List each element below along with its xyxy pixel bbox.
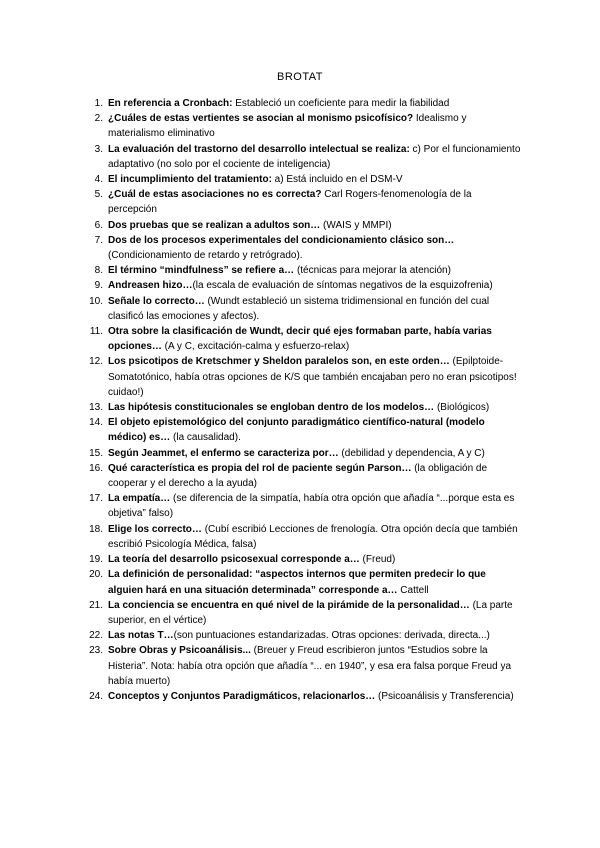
item-question: Otra sobre la clasificación de Wundt, decir qué ejes formaban parte, había varias opciones… bbox=[108, 326, 492, 353]
list-item bbox=[87, 294, 523, 324]
list-item bbox=[87, 567, 523, 597]
list-item bbox=[87, 233, 523, 263]
list-item bbox=[87, 491, 523, 521]
item-question: El objeto epistemológico del conjunto paradigmático científico-natural (modelo médico) es… bbox=[108, 417, 485, 444]
item-number: 20. bbox=[89, 569, 103, 581]
item-number: 19. bbox=[89, 554, 103, 566]
item-number: 18. bbox=[89, 523, 103, 535]
item-question: Según Jeammet, el enfermo se caracteriza por… bbox=[108, 447, 339, 459]
item-question: La teoría del desarrollo psicosexual corresponde a… bbox=[108, 554, 360, 566]
item-number: 17. bbox=[89, 493, 103, 505]
item-number: 8. bbox=[94, 265, 103, 277]
item-answer: Estableció un coeficiente para medir la fiabilidad bbox=[232, 98, 450, 109]
item-answer: (técnicas para mejorar la atención) bbox=[294, 265, 451, 277]
item-answer: c) Por el funcionamiento adaptativo (no solo por el cociente de inteligencia) bbox=[108, 143, 521, 170]
list-item bbox=[87, 278, 523, 293]
item-answer: (Freud) bbox=[359, 554, 396, 566]
item-question: Los psicotipos de Kretschmer y Sheldon paralelos son, en este orden… bbox=[108, 356, 450, 368]
list-item bbox=[87, 218, 523, 233]
item-question: Elige los correcto… bbox=[108, 523, 202, 535]
item-number: 24. bbox=[89, 690, 103, 702]
document-title: BROTAT bbox=[277, 71, 323, 83]
item-number: 5. bbox=[94, 189, 103, 201]
item-answer: (debilidad y dependencia, A y C) bbox=[338, 447, 485, 459]
list-item bbox=[87, 643, 523, 689]
item-number: 15. bbox=[89, 447, 103, 459]
list-item bbox=[87, 111, 523, 141]
item-number: 14. bbox=[89, 417, 103, 429]
item-question: Dos de los procesos experimentales del condicionamiento clásico son… bbox=[108, 234, 455, 246]
list-item bbox=[87, 354, 523, 400]
list-item bbox=[87, 96, 523, 111]
item-question: El incumplimiento del tratamiento: bbox=[108, 174, 272, 186]
item-question: ¿Cuáles de estas vertientes se asocian al monismo psicofísico? bbox=[108, 113, 414, 125]
item-answer: Carl Rogers-fenomenología de la percepción bbox=[108, 189, 472, 216]
item-number: 1. bbox=[94, 98, 103, 109]
item-answer: Cattell bbox=[397, 584, 429, 596]
item-answer: (se diferencia de la simpatía, había otra opción que añadía “...porque esta es objetiva” falso) bbox=[108, 493, 515, 520]
item-answer: (Breuer y Freud escribieron juntos “Estudios sobre la Histeria”. Nota: había otra opción que añadía “... en 1940”, y esa era falsa porque Freud ya había muerto) bbox=[108, 645, 512, 687]
item-question: En referencia a Cronbach: bbox=[108, 98, 233, 109]
list-item bbox=[87, 552, 523, 567]
item-answer: a) Está incluido en el DSM-V bbox=[271, 174, 403, 186]
item-question: Dos pruebas que se realizan a adultos son… bbox=[108, 219, 321, 231]
item-number: 11. bbox=[89, 326, 103, 338]
item-answer: (la obligación de cooperar y el derecho a la ayuda) bbox=[108, 462, 488, 490]
list-item bbox=[87, 263, 523, 278]
item-number: 6. bbox=[94, 219, 103, 231]
list-item bbox=[87, 522, 523, 552]
item-answer: (la causalidad). bbox=[170, 432, 241, 444]
item-question: El término “mindfulness” se refiere a… bbox=[108, 265, 295, 277]
item-question: Las hipótesis constitucionales se engloban dentro de los modelos… bbox=[108, 402, 435, 414]
item-answer: (Wundt estableció un sistema tridimensional en función del cual clasificó las emociones y afectos). bbox=[108, 295, 490, 322]
item-question: Señale lo correcto… bbox=[108, 295, 205, 307]
list-item bbox=[87, 598, 523, 628]
item-question: Andreasen hizo… bbox=[108, 280, 193, 292]
item-answer: (Cubí escribió Lecciones de frenología. Otra opción decía que también escribió Psicología Médica, falsa) bbox=[108, 523, 518, 550]
item-number: 12. bbox=[89, 356, 103, 368]
item-question: La conciencia se encuentra en qué nivel de la pirámide de la personalidad… bbox=[108, 599, 470, 611]
item-answer: (Psicoanálisis y Transferencia) bbox=[375, 690, 514, 702]
item-question: La definición de personalidad: “aspectos internos que permiten predecir lo que alguien hará en una situación determinada” corresponde a… bbox=[108, 569, 486, 596]
item-number: 10. bbox=[89, 295, 103, 307]
list-item bbox=[87, 689, 523, 704]
question-list bbox=[87, 96, 523, 704]
item-number: 4. bbox=[94, 174, 103, 186]
item-question: Qué característica es propia del rol de paciente según Parson… bbox=[108, 462, 412, 474]
item-answer: (La parte superior, en el vértice) bbox=[108, 599, 513, 626]
list-item bbox=[87, 461, 523, 491]
list-item bbox=[87, 172, 523, 187]
item-question: Conceptos y Conjuntos Paradigmáticos, relacionarlos… bbox=[108, 690, 376, 702]
item-number: 7. bbox=[94, 234, 103, 246]
item-number: 13. bbox=[89, 402, 103, 414]
item-number: 23. bbox=[89, 645, 103, 657]
list-item bbox=[87, 415, 523, 445]
item-question: La evaluación del trastorno del desarrollo intelectual se realiza: bbox=[108, 143, 410, 155]
item-number: 22. bbox=[89, 630, 103, 642]
item-number: 2. bbox=[94, 113, 103, 125]
item-number: 9. bbox=[94, 280, 103, 292]
item-question: ¿Cuál de estas asociaciones no es correcta? bbox=[108, 189, 322, 201]
item-answer: (A y C, excitación-calma y esfuerzo-relax) bbox=[161, 341, 350, 353]
item-answer: (Biológicos) bbox=[434, 402, 490, 414]
item-number: 3. bbox=[94, 143, 103, 155]
item-answer: Idealismo y materialismo eliminativo bbox=[108, 113, 467, 140]
list-item bbox=[87, 324, 523, 354]
item-answer: (son puntuaciones estandarizadas. Otras opciones: derivada, directa...) bbox=[173, 630, 490, 642]
item-question: Las notas T… bbox=[108, 630, 174, 642]
list-item bbox=[87, 187, 523, 217]
item-question: Sobre Obras y Psicoanálisis... bbox=[108, 645, 251, 657]
item-number: 16. bbox=[89, 462, 103, 474]
item-number: 21. bbox=[89, 599, 103, 611]
list-item bbox=[87, 446, 523, 461]
item-question: La empatía… bbox=[108, 493, 171, 505]
list-item bbox=[87, 142, 523, 172]
list-item bbox=[87, 628, 523, 643]
item-answer: (la escala de evaluación de síntomas negativos de la esquizofrenia) bbox=[192, 280, 493, 292]
list-item bbox=[87, 400, 523, 415]
item-answer: (WAIS y MMPI) bbox=[320, 219, 392, 231]
item-answer: (Condicionamiento de retardo y retrógrado). bbox=[108, 250, 303, 262]
item-answer: (Epilptoide-Somatotónico, había otras opciones de K/S que también encajaban pero no eran psicotipos! cuidao!) bbox=[108, 356, 517, 398]
